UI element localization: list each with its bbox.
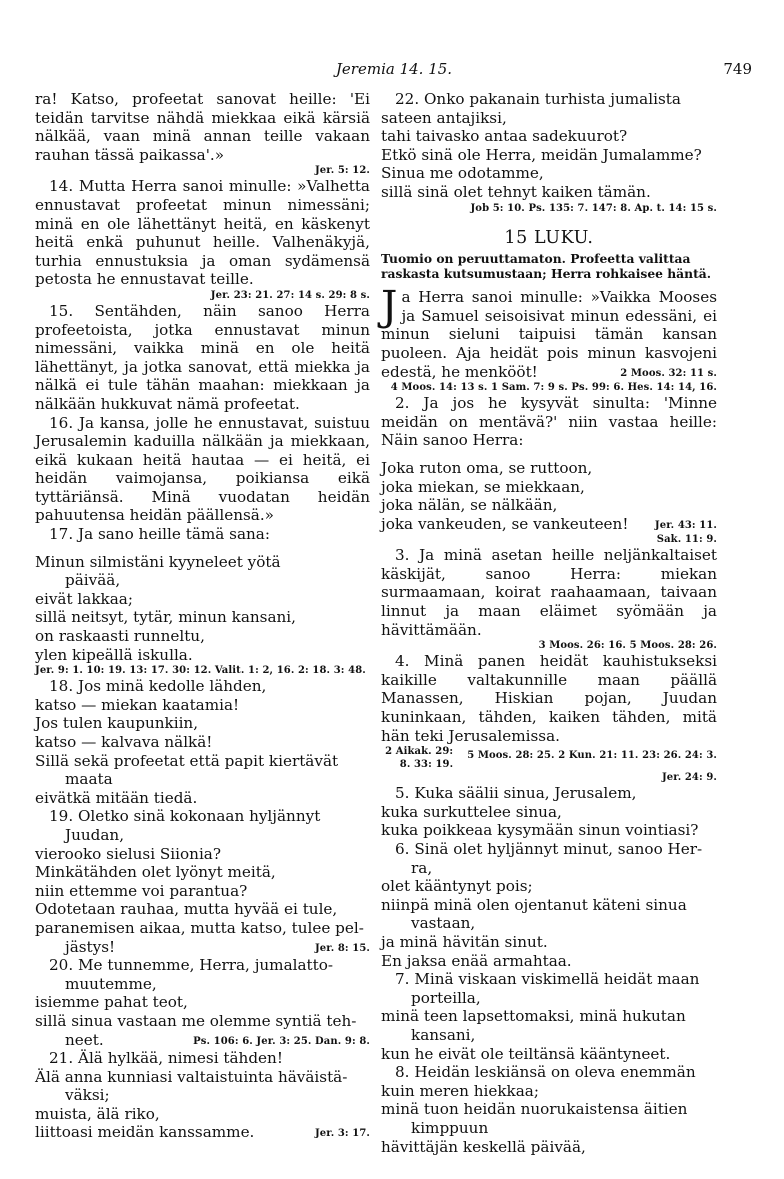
page-number: 749: [723, 60, 752, 78]
verse-paragraph: [381, 394, 717, 450]
line-text: kuin meren hiekkaa;: [381, 1081, 539, 1100]
line-text: kimppuun: [411, 1118, 489, 1137]
line-text: päivää,: [65, 571, 121, 590]
line-text: Sillä sekä profeetat että papit kiertävät: [35, 751, 339, 770]
line-text: 8. Heidän leskiänsä on oleva enemmän: [395, 1063, 696, 1082]
poetry-line: [35, 789, 370, 808]
line-text: olet kääntynyt pois;: [381, 877, 533, 896]
poetry-line: [35, 1068, 370, 1087]
cross-reference: Jer. 43: 11.: [654, 519, 717, 531]
poetry-line: [381, 821, 717, 840]
line-text: Joka ruton oma, se ruttoon,: [381, 458, 593, 477]
opening-text: a Herra sanoi minulle: »Vaikka Mooses ja Samuel seisoisivat minun edessäni, ei minun sieluni taipuisi tämän kansan puoleen. Aja heidät pois minun kasvojeni edestä, he menkööt!: [381, 288, 717, 381]
line-text: Minkätähden olet lyönyt meitä,: [35, 863, 276, 882]
line-text: eivät lakkaa;: [35, 589, 133, 608]
poetry-line: [35, 1031, 370, 1050]
verse-paragraph: [35, 414, 370, 526]
poetry-line: [35, 938, 370, 957]
line-text: 19. Oletko sinä kokonaan hyljännyt: [49, 807, 321, 826]
line-text: 15. Sentähden, näin sanoo Herra profeetoista, jotka ennustavat minun nimessäni, vaikka minä en ole heitä lähettänyt, ja jotka sanovat, että miekka ja nälkä ei tule tähän maahan: miekkaan ja nälkään hukkuvat nämä profeetat.: [35, 301, 370, 413]
line-text: kuka poikkeaa kysymään sinun vointiasi?: [381, 821, 699, 840]
line-text: katso — kalvava nälkä!: [35, 733, 213, 751]
poetry-line: [381, 877, 717, 896]
verse-paragraph: [381, 970, 717, 989]
poetry-line: [35, 696, 370, 715]
line-text: Jer. 5: 12.: [314, 165, 370, 177]
line-text: vierooko sielusi Siionia?: [35, 844, 222, 863]
chapter-title: 15 LUKU.: [504, 227, 594, 248]
poetry-line: [35, 863, 370, 882]
poetry-line: [381, 164, 717, 183]
cross-reference: [35, 664, 370, 677]
spacer: [35, 544, 370, 553]
line-text: neet.: [65, 1030, 104, 1049]
drop-cap: J: [381, 282, 398, 331]
poetry-line: [35, 646, 370, 665]
verse-paragraph: [381, 840, 717, 859]
poetry-line: [35, 975, 370, 994]
line-text: 21. Älä hylkää, nimesi tähden!: [49, 1049, 283, 1068]
cross-reference: [35, 164, 370, 177]
line-text: kun he eivät ole teiltänsä kääntyneet.: [381, 1044, 671, 1063]
poetry-line: [35, 826, 370, 845]
line-text: ylen kipeällä iskulla.: [35, 645, 193, 664]
poetry-line: [35, 590, 370, 609]
line-text: 20. Me tunnemme, Herra, jumalatto-: [49, 956, 334, 975]
spacer: [381, 450, 717, 459]
poetry-line: [381, 459, 717, 478]
line-text: ra,: [411, 858, 433, 877]
poetry-line: [381, 127, 717, 146]
poetry-line: [381, 896, 717, 915]
line-text: 3 Moos. 26: 16. 5 Moos. 28: 26.: [538, 640, 717, 652]
line-text: 2 Aikak. 29: 8. 33: 19. Jer. 24: 9.: [385, 746, 717, 784]
line-text: joka vankeuden, se vankeuteen!: [381, 514, 629, 533]
chapter-opening: [381, 282, 717, 381]
line-text: Jer. 23: 21. 27: 14 s. 29: 8 s.: [210, 289, 370, 301]
poetry-line: [381, 914, 717, 933]
line-text: minä tuon heidän nuorukaistensa äitien: [381, 1100, 688, 1119]
line-text: isiemme pahat teot,: [35, 993, 188, 1012]
line-text: vastaan,: [411, 914, 476, 933]
right-column-top: [381, 90, 717, 215]
poetry-line: [35, 571, 370, 590]
verse-paragraph: [35, 1049, 370, 1068]
line-text: ra! Katso, profeetat sanovat heille: 'Ei teidän tarvitse nähdä miekkaa eikä kärsiä nälkää, vaan minä annan teille vakaan rauhan tässä paikassa'.»: [35, 90, 370, 164]
poetry-line: [381, 989, 717, 1008]
poetry-line: [35, 1086, 370, 1105]
line-text: Sinua me odotamme,: [381, 164, 544, 183]
cross-reference: 5 Moos. 28: 25. 2 Kun. 21: 11. 23: 26. 24: 3.: [467, 750, 717, 762]
verse-paragraph: [35, 677, 370, 696]
poetry-line: [381, 1119, 717, 1138]
line-text: Älä anna kunniasi valtaistuinta häväistä-: [35, 1067, 348, 1086]
poetry-line: [381, 1082, 717, 1101]
poetry-line: [35, 919, 370, 938]
line-text: on raskaasti runneltu,: [35, 627, 205, 646]
line-text: Job 5: 10. Ps. 135: 7. 147: 8. Ap. t. 14: 15 s.: [470, 202, 717, 214]
line-text: joka nälän, se nälkään,: [381, 496, 558, 515]
line-text: sillä sinä olet tehnyt kaiken tämän.: [381, 182, 651, 201]
line-text: Sak. 11: 9.: [656, 534, 717, 546]
line-text: kansani,: [411, 1025, 476, 1044]
poetry-line: [35, 900, 370, 919]
page-header: [36, 60, 752, 84]
poetry-line: [35, 733, 370, 752]
line-text: 18. Jos minä kedolle lähden,: [49, 677, 267, 696]
poetry-line: [381, 515, 717, 534]
line-text: En jaksa enää armahtaa.: [381, 951, 572, 970]
line-text: 2. Ja jos he kysyvät sinulta: 'Minne meidän on mentävä?' niin vastaa heille: Näin sanoo Herra:: [381, 394, 717, 450]
line-text: 16. Ja kansa, jolle he ennustavat, suistuu Jerusalemin kaduilla nälkään ja miekkaan, eikä kukaan heitä hautaa — ei heitä, ei heidän vaimojansa, poikiansa eikä tyttäriänsä. Minä vuodatan heidän pahuutensa heidän päällensä.»: [35, 413, 370, 525]
line-text: 22. Onko pakanain turhista jumalista: [395, 90, 681, 108]
line-text: ja minä hävitän sinut.: [381, 932, 548, 951]
line-text: Minun silmistäni kyyneleet yötä: [35, 552, 281, 571]
right-column-bottom: [381, 381, 717, 1156]
poetry-line: [381, 803, 717, 822]
poetry-line: [35, 1123, 370, 1142]
line-text: 14. Mutta Herra sanoi minulle: »Valhetta ennustavat profeetat minun nimessäni; minä en ole lähettänyt heitä, en käskenyt heitä enkä puhunut heille. Valhenäkyjä, turhia ennustuksia ja oman sydämensä petosta he ennustavat teille.: [35, 177, 370, 289]
verse-paragraph: [381, 90, 717, 109]
verse-paragraph: [381, 784, 717, 803]
verse-paragraph: [35, 302, 370, 414]
poetry-line: [381, 478, 717, 497]
poetry-line: [381, 859, 717, 878]
poetry-line: [35, 627, 370, 646]
line-text: joka miekan, se miekkaan,: [381, 477, 585, 496]
poetry-line: [381, 1045, 717, 1064]
line-text: sateen antajiksi,: [381, 108, 507, 127]
chapter-summary: Tuomio on peruuttamaton. Profeetta valittaa raskasta kutsumustaan; Herra rohkaisee häntä.: [381, 251, 712, 282]
poetry-line: [35, 1012, 370, 1031]
poetry-line: [381, 1138, 717, 1157]
poetry-line: [381, 109, 717, 128]
line-text: 7. Minä viskaan viskimellä heidät maan: [395, 970, 700, 989]
line-text: hävittäjän keskellä päivää,: [381, 1137, 586, 1156]
line-text: Jos tulen kaupunkiin,: [35, 714, 199, 733]
line-text: Jer. 9: 1. 10: 19. 13: 17. 30: 12. Valit. 1: 2, 16. 2: 18. 3: 48.: [35, 665, 366, 677]
verse-paragraph: [35, 177, 370, 289]
line-text: Odotetaan rauhaa, mutta hyvää ei tule,: [35, 900, 338, 919]
verse-paragraph: [381, 652, 717, 762]
line-text: Juudan,: [65, 825, 125, 844]
line-text: 17. Ja sano heille tämä sana:: [49, 525, 270, 544]
line-text: niinpä minä olen ojentanut käteni sinua: [381, 895, 687, 914]
cross-reference: [35, 289, 370, 302]
poetry-line: [381, 496, 717, 515]
right-column: [381, 90, 717, 1156]
line-text: 6. Sinä olet hyljännyt minut, sanoo Her-: [395, 840, 703, 858]
verse-paragraph: [35, 956, 370, 975]
poetry-line: [35, 752, 370, 771]
verse-paragraph: [35, 807, 370, 826]
cross-reference: Jer. 3: 17.: [314, 1128, 370, 1140]
poetry-line: [381, 183, 717, 202]
line-text: 5. Kuka säälii sinua, Jerusalem,: [395, 784, 637, 803]
poetry-line: [35, 608, 370, 627]
poetry-line: [35, 845, 370, 864]
cross-reference: Ps. 106: 6. Jer. 3: 25. Dan. 9: 8.: [193, 1035, 370, 1047]
cross-reference: [381, 639, 717, 652]
poetry-line: [381, 146, 717, 165]
line-text: paranemisen aikaa, mutta katso, tulee pel-: [35, 918, 364, 937]
verse-paragraph: [381, 1063, 717, 1082]
poetry-line: [381, 952, 717, 971]
cross-reference: [381, 533, 717, 546]
line-text: katso — miekan kaatamia!: [35, 695, 240, 714]
running-head: Jeremia 14. 15.: [335, 60, 453, 78]
poetry-line: [35, 553, 370, 572]
line-text: sillä neitsyt, tytär, minun kansani,: [35, 608, 296, 627]
line-text: muista, älä riko,: [35, 1104, 160, 1123]
line-text: Etkö sinä ole Herra, meidän Jumalamme?: [381, 145, 702, 164]
line-text: muutemme,: [65, 974, 157, 993]
poetry-line: [35, 993, 370, 1012]
line-text: porteilla,: [411, 988, 481, 1007]
verse-paragraph: [381, 546, 717, 639]
line-text: eivätkä mitään tiedä.: [35, 788, 198, 807]
line-text: tahi taivasko antaa sadekuurot?: [381, 127, 628, 146]
line-text: minä teen lapsettomaksi, minä hukutan: [381, 1007, 686, 1026]
verse-paragraph: [35, 90, 370, 164]
line-text: jästys!: [65, 937, 116, 956]
line-text: 4. Minä panen heidät kauhistukseksi kaikille valtakunnille maan päällä Manassen, Hiskian pojan, Juudan kuninkaan, tähden, kaiken tähden, mitä hän teki Jerusalemissa.: [381, 652, 717, 745]
verse-ref: 2 Moos. 32: 11 s.: [620, 367, 717, 379]
line-text: sillä sinua vastaan me olemme syntiä teh-: [35, 1011, 357, 1030]
line-text: 4 Moos. 14: 13 s. 1 Sam. 7: 9 s. Ps. 99: 6. Hes. 14: 14, 16.: [390, 382, 717, 394]
poetry-line: [35, 714, 370, 733]
cross-reference: [381, 202, 717, 215]
line-text: kuka surkuttelee sinua,: [381, 802, 562, 821]
line-text: 3. Ja minä asetan heille neljänkaltaiset käskijät, sanoo Herra: miekan surmaamaan, koirat raahaamaan, taivaan linnut ja maan eläimet syömään ja hävittämään.: [381, 546, 717, 639]
poetry-line: [381, 1007, 717, 1026]
poetry-line: [381, 933, 717, 952]
poetry-line: [381, 1026, 717, 1045]
line-text: niin ettemme voi parantua?: [35, 881, 248, 900]
poetry-line: [35, 882, 370, 901]
line-text: liittoasi meidän kanssamme.: [35, 1123, 255, 1142]
poetry-line: [35, 1105, 370, 1124]
line-text: maata: [65, 770, 113, 789]
cross-reference: Jer. 8: 15.: [314, 942, 370, 954]
poetry-line: [381, 1100, 717, 1119]
left-column: [35, 90, 370, 1142]
line-text: väksi;: [65, 1086, 110, 1105]
cross-reference: [381, 381, 717, 394]
poetry-line: [35, 770, 370, 789]
verse-paragraph: [35, 525, 370, 544]
